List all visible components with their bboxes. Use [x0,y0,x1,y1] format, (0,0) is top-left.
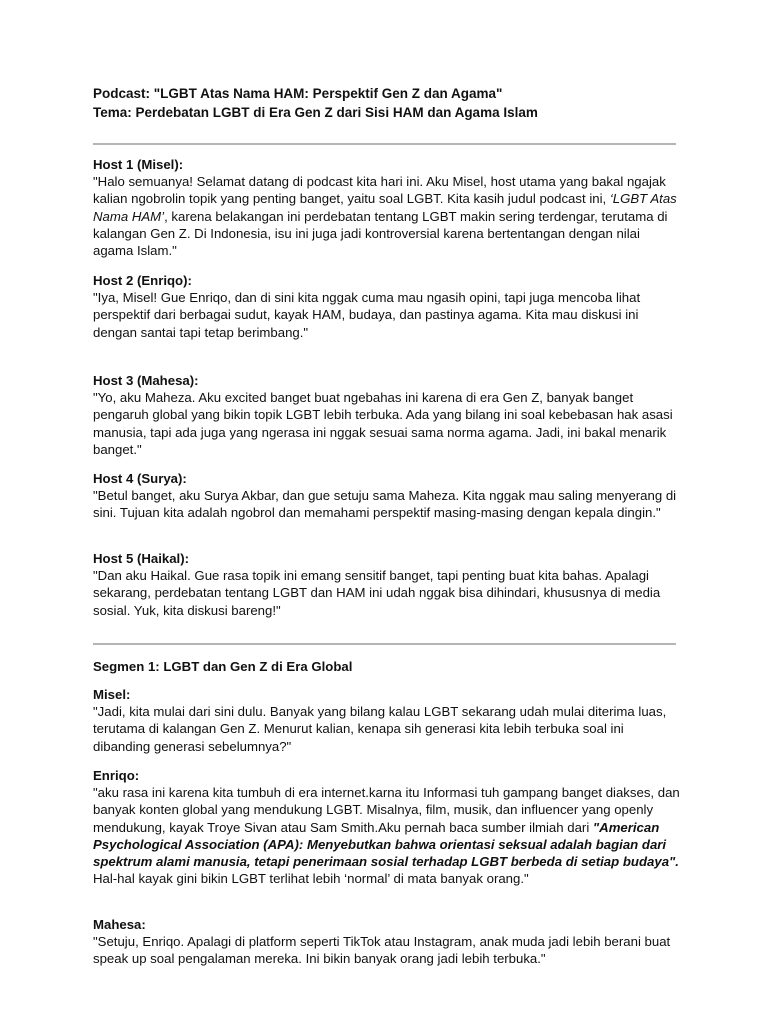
podcast-theme: Tema: Perdebatan LGBT di Era Gen Z dari Sisi HAM dan Agama Islam [93,105,538,120]
host1-text-part1: "Halo semuanya! Selamat datang di podcast kita hari ini. Aku Misel, host utama yang bakal ngajak kalian ngobrolin topik yang penting banget, yaitu soal LGBT. Kita kasih judul podcast ini, [93,174,666,207]
host3-speaker: Host 3 (Mahesa): [93,373,199,388]
host4-text: "Betul banget, aku Surya Akbar, dan gue setuju sama Maheza. Kita nggak mau saling menyerang di sini. Tujuan kita adalah ngobrol dan memahami perspektif masing-masing dengan kepala dingin." [93,488,677,521]
host5-block [93,550,683,619]
host4-speaker: Host 4 (Surya): [93,471,187,486]
enriqo-text-part2: Hal-hal kayak gini bikin LGBT terlihat lebih ‘normal’ di mata banyak orang." [93,871,529,887]
enriqo-citation: "American Psychological Association (APA): Menyebutkan bahwa orientasi seksual adalah bagian dari spektrum alami manusia, tetapi penerimaan sosial terhadap LGBT berbeda di setiap budaya". [93,819,679,870]
mahesa-block [93,916,683,968]
document-header [93,84,538,122]
host1-block [93,156,683,259]
segment1-title: Segmen 1: LGBT dan Gen Z di Era Global [93,659,353,674]
mahesa-text: "Setuju, Enriqo. Apalagi di platform seperti TikTok atau Instagram, anak muda jadi lebih berani buat speak up soal pengalaman mereka. Ini bikin banyak orang jadi lebih terbuka." [93,934,671,967]
host5-speaker: Host 5 (Haikal): [93,551,189,566]
host3-text: "Yo, aku Maheza. Aku excited banget buat ngebahas ini karena di era Gen Z, banyak banget pengaruh global yang bikin topik LGBT lebih terbuka. Ada yang bilang ini soal kebebasan hak asasi manusia, tapi ada juga yang ngerasa ini nggak sesuai sama norma agama. Jadi, ini bakal menarik banget." [93,390,673,457]
enriqo-speaker: Enriqo: [93,768,140,783]
divider-segment [93,643,676,645]
podcast-title: Podcast: "LGBT Atas Nama HAM: Perspektif Gen Z dan Agama" [93,86,503,101]
misel-block [93,686,683,755]
enriqo-block [93,767,683,887]
host2-speaker: Host 2 (Enriqo): [93,273,192,288]
host1-text [93,173,683,259]
enriqo-text-part1: "aku rasa ini karena kita tumbuh di era internet.karna itu Informasi tuh gampang banget diakses, dan banyak konten global yang mendukung LGBT. Misalnya, film, musik, dan influencer yang openly mendukung, kayak Troye Sivan atau Sam Smith.Aku pernah baca sumber ilmiah dari [93,785,680,835]
mahesa-speaker: Mahesa: [93,917,146,932]
host1-speaker: Host 1 (Misel): [93,157,184,172]
divider-top [93,143,676,145]
host5-text: "Dan aku Haikal. Gue rasa topik ini emang sensitif banget, tapi penting buat kita bahas. Apalagi sekarang, perdebatan tentang LGBT dan HAM ini udah nggak bisa dihindari, khususnya di media sosial. Yuk, kita diskusi bareng!" [93,568,661,618]
host1-text-part2: , karena belakangan ini perdebatan tentang LGBT makin sering terdengar, terutama di kalangan Gen Z. Di Indonesia, isu ini juga jadi kontroversial karena bertentangan dengan nilai agama Islam." [93,208,668,259]
host4-block [93,470,683,522]
host3-block [93,372,683,458]
enriqo-text [93,784,683,887]
host1-text-italic: ‘LGBT Atas Nama HAM’ [93,191,677,224]
misel-text: "Jadi, kita mulai dari sini dulu. Banyak yang bilang kalau LGBT sekarang udah mulai diterima luas, terutama di kalangan Gen Z. Menurut kalian, kenapa sih generasi kita lebih terbuka soal ini dibanding generasi sebelumnya?" [93,704,667,754]
misel-speaker: Misel: [93,687,131,702]
host2-text: "Iya, Misel! Gue Enriqo, dan di sini kita nggak cuma mau ngasih opini, tapi juga mencoba lihat perspektif dari berbagai sudut, kayak HAM, budaya, dan pastinya agama. Kita mau diskusi ini dengan santai tapi tetap berimbang." [93,290,641,340]
host2-block [93,272,683,341]
